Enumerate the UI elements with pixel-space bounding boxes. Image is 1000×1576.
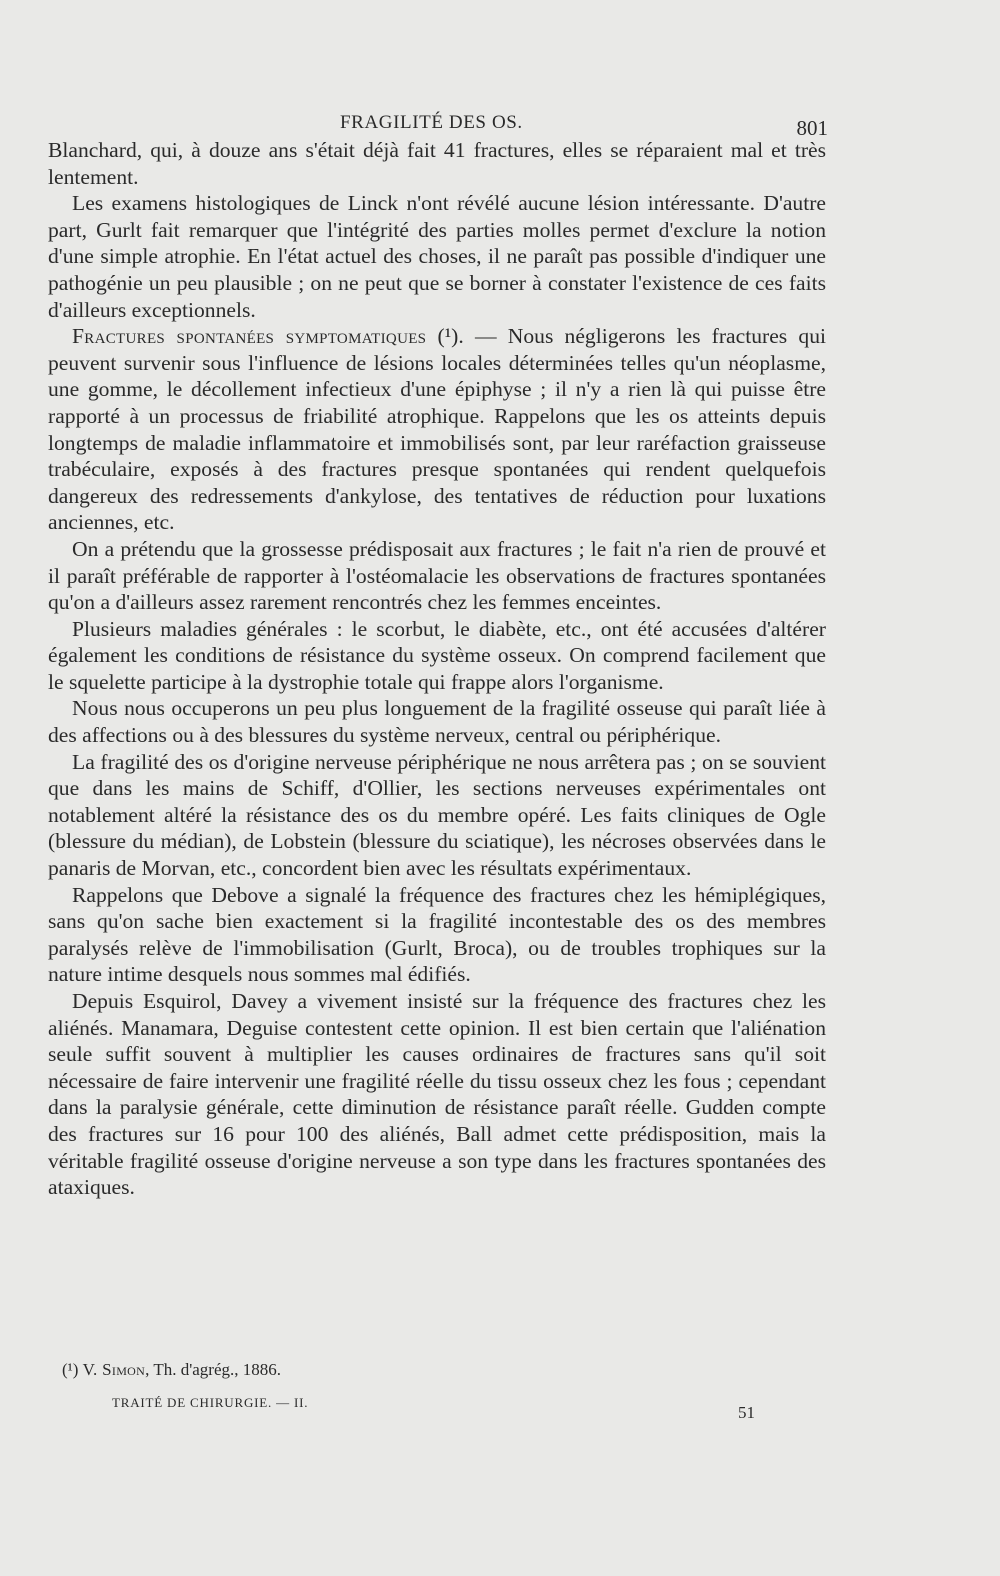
page-number: 801 [796, 116, 828, 140]
section-paragraph [48, 323, 826, 536]
paragraph: Nous nous occuperons un peu plus longuement de la fragilité osseuse qui paraît liée à des affections ou à des blessures du système nerveux, central ou périphérique. [48, 696, 826, 748]
footnote-author: V. Simon [82, 1360, 146, 1379]
footnote-reference: (¹). [437, 324, 464, 349]
paragraph: La fragilité des os d'origine nerveuse périphérique ne nous arrêtera pas ; on se souvient que dans les mains de Schiff, d'Ollier, les sections nerveuses expérimentales ont notablement altéré la résistance des os du membre opéré. Les faits cliniques de Ogle (blessure du médian), de Lobstein (blessure du sciatique), les nécroses observées dans le panaris de Morvan, etc., concordent bien avec les résultats expérimentaux. [48, 749, 826, 881]
body-text [48, 137, 826, 1201]
running-head [48, 108, 828, 138]
paragraph: On a prétendu que la grossesse prédisposait aux fractures ; le fait n'a rien de prouvé et il paraît préférable de rapporter à l'ostéomalacie les observations de fractures spontanées qu'on a d'ailleurs assez rarement rencontrés chez les femmes enceintes. [48, 536, 826, 615]
paragraph: Rappelons que Debove a signalé la fréquence des fractures chez les hémiplégiques, sans qu'on sache bien exactement si la fragilité incontestable des os des membres paralysés relève de l'immobilisation (Gurlt, Broca), ou de troubles trophiques sur la nature intime desquels nous sommes mal édifiés. [48, 882, 826, 987]
footnote [62, 1360, 281, 1380]
signature-number: 51 [738, 1403, 755, 1422]
signature-line: TRAITÉ DE CHIRURGIE. — II. [112, 1395, 309, 1410]
footnote-marker: (¹) [62, 1360, 79, 1379]
paragraph: Blanchard, qui, à douze ans s'était déjà fait 41 fractures, elles se réparaient mal et très lentement. [48, 138, 826, 189]
section-heading: Fractures spontanées symptomatiques [72, 324, 427, 349]
footnote-text: , Th. d'agrég., 1886. [145, 1360, 282, 1379]
section-intro: — Nous négligerons les fractures qui peuvent survenir sous l'influence de lésions locales déterminées telles qu'un néoplasme, une gomme, le décollement infectieux d'une épiphyse ; il n'y a rien là qui puisse être rapporté à un processus de friabilité atrophique. Rappelons que les os atteints depuis longtemps de maladie inflammatoire et immobilisés sont, par leur raréfaction graisseuse trabéculaire, exposés à des fractures presque spontanées qui rendent quelquefois dangereux des redressements d'ankylose, des tentatives de réduction pour luxations anciennes, etc. [48, 324, 826, 535]
paragraph: Les examens histologiques de Linck n'ont révélé aucune lésion intéressante. D'autre part, Gurlt fait remarquer que l'intégrité des parties molles permet d'exclure la notion d'une simple atrophie. En l'état actuel des choses, il ne paraît pas possible d'indiquer une pathogénie un peu plausible ; on ne peut que se borner à constater l'existence de ces faits d'ailleurs exceptionnels. [48, 191, 826, 322]
paragraph: Plusieurs maladies générales : le scorbut, le diabète, etc., ont été accusées d'altérer également les conditions de résistance du système osseux. On comprend facilement que le squelette participe à la dystrophie totale qui frappe alors l'organisme. [48, 616, 826, 694]
running-title: FRAGILITÉ DES OS. [340, 112, 523, 133]
paragraph: Depuis Esquirol, Davey a vivement insisté sur la fréquence des fractures chez les aliénés. Manamara, Deguise contestent cette opinion. Il est bien certain que l'aliénation seule suffit souvent à multiplier les causes ordinaires de fractures sans qu'il soit nécessaire de faire intervenir une fragilité réelle du tissu osseux chez les fous ; cependant dans la paralysie générale, cette diminution de résistance paraît réelle. Gudden compte des fractures sur 16 pour 100 des aliénés, Ball admet cette prédisposition, mais la véritable fragilité osseuse d'origine nerveuse a son type dans les fractures spontanées des ataxiques. [48, 989, 826, 1200]
